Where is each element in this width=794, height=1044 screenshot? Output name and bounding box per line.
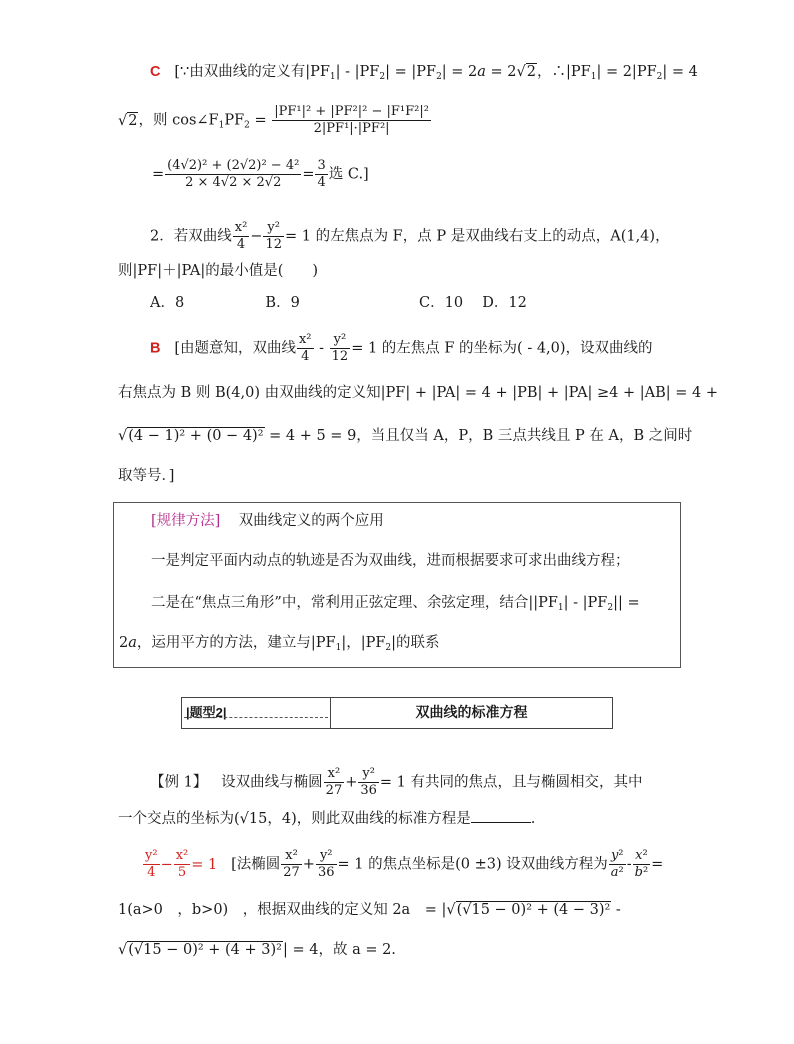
answer-c-line1 <box>150 62 698 82</box>
answer-equation: $\frac{\text{y²}}{4}$ − $\frac{\text{x²}}{5}$ = 1 <box>145 848 218 880</box>
answer-b-line1: B [由题意知，双曲线 $\frac{\text{x²}}{4}$ - $\frac{\text{y²}}{12}$ = 1 的左焦点 F 的坐标为( - 4,0)，设双曲线的 <box>150 332 653 364</box>
method-title: 双曲线定义的两个应用 <box>238 513 384 529</box>
option-d: D．12 <box>482 295 527 311</box>
answer-b-line2: 右焦点为 B 则 B(4,0) 由双曲线的定义知|PF| + |PA| = 4 + |PB| + |PA| ≥4 + |AB| = 4 + <box>118 385 719 401</box>
example-label: 【例 1】 <box>150 774 208 791</box>
solution-line1: $\frac{\text{y²}}{4}$ − $\frac{\text{x²}}{5}$ = 1 [法椭圆 $\frac{\text{x²}}{27}$ + $\frac{\text{y²}}{36}$ = 1 的焦点坐标是(0 ±3) 设双曲线方程为 $\frac{\text{y²}}{\text{a²}}$ - $\frac{\text{x²}}{\text{b²}}$ = <box>142 848 663 881</box>
question-2-options <box>150 293 527 313</box>
answer-c-line3: = $\frac{\text{(4√2)² + (2√2)² − 4²}}{2 \times 4√2 \times 2√2}$ = $\frac{3}{4}$ 选 C.] <box>152 158 369 190</box>
option-a: A．8 <box>150 295 185 311</box>
option-c: C．10 <box>419 295 464 311</box>
question-2: 2．若双曲线 $\frac{\text{x²}}{4}$ − $\frac{\text{y²}}{12}$ = 1 的左焦点为 F，点 P 是双曲线右支上的动点，A(1,4)， <box>150 220 670 252</box>
result-fraction: $\frac{3}{4}$ <box>317 158 326 190</box>
cos-value-fraction: $\frac{\text{(4√2)² + (2√2)² − 4²}}{2 \times 4√2 \times 2√2}$ <box>167 158 300 190</box>
solution-line3: √(√15 − 0)² + (4 + 3)²| = 4，故 a = 2. <box>118 942 396 958</box>
method-heading <box>151 511 384 531</box>
answer-b-line3: √(4 − 1)² + (0 − 4)² = 4 + 5 = 9，当且仅当 A，P，B 三点共线且 P 在 A，B 之间时 <box>118 428 693 444</box>
answer-c-text: [∵由双曲线的定义有$|PF_1| - |PF_2| = |PF_2| = 2a = 2√2$，$\therefore|PF_1| = 2|PF_2| = 4$ <box>174 64 698 82</box>
method-point-2: 二是在“焦点三角形”中，常利用正弦定理、余弦定理，结合$||PF_1| - |PF_2||$ = <box>151 595 640 613</box>
method-label: [规律方法] <box>151 513 221 529</box>
solution-line2: 1(a>0 ，b>0) ，根据双曲线的定义知 2a = |√(√15 − 0)² + (4 − 3)² - <box>118 902 621 918</box>
answer-b-line4: 取等号．] <box>118 468 175 484</box>
answer-c-line2: √2，则 $\cos\angle F_1PF_2$ = $\frac{\text{|PF¹|² + |PF²|² − |F¹F²|²}}{\text{2|PF¹|·|PF²|}}$ <box>118 104 429 136</box>
method-box <box>113 502 681 668</box>
example-1: 【例 1】 设双曲线与椭圆 $\frac{\text{x²}}{27}$ + $\frac{\text{y²}}{36}$ = 1 有共同的焦点，且与椭圆相交，其中 <box>150 766 643 798</box>
answer-letter: B <box>150 340 161 357</box>
example-1-line2: 一个交点的坐标为(√15，4)，则此双曲线的标准方程是 . <box>118 808 535 829</box>
cos-fraction: $\frac{\text{|PF¹|² + |PF²|² − |F¹F²|²}}{\text{2|PF¹|·|PF²|}}$ <box>274 104 429 136</box>
option-b: B．9 <box>265 295 300 311</box>
method-point-2-cont: 2a，运用平方的方法，建立与$|PF_1|$，$|PF_2|$的联系 <box>119 635 440 653</box>
question-2-line2: 则|PF|＋|PA|的最小值是( ) <box>118 263 319 279</box>
question-type-bar <box>181 697 613 729</box>
answer-letter: C <box>150 64 161 80</box>
answer-blank <box>471 808 531 823</box>
type-tag: |题型2| <box>186 705 227 720</box>
type-title: 双曲线的标准方程 <box>415 704 528 720</box>
method-point-1: 一是判定平面内动点的轨迹是否为双曲线，进而根据要求可求出曲线方程； <box>151 553 630 569</box>
